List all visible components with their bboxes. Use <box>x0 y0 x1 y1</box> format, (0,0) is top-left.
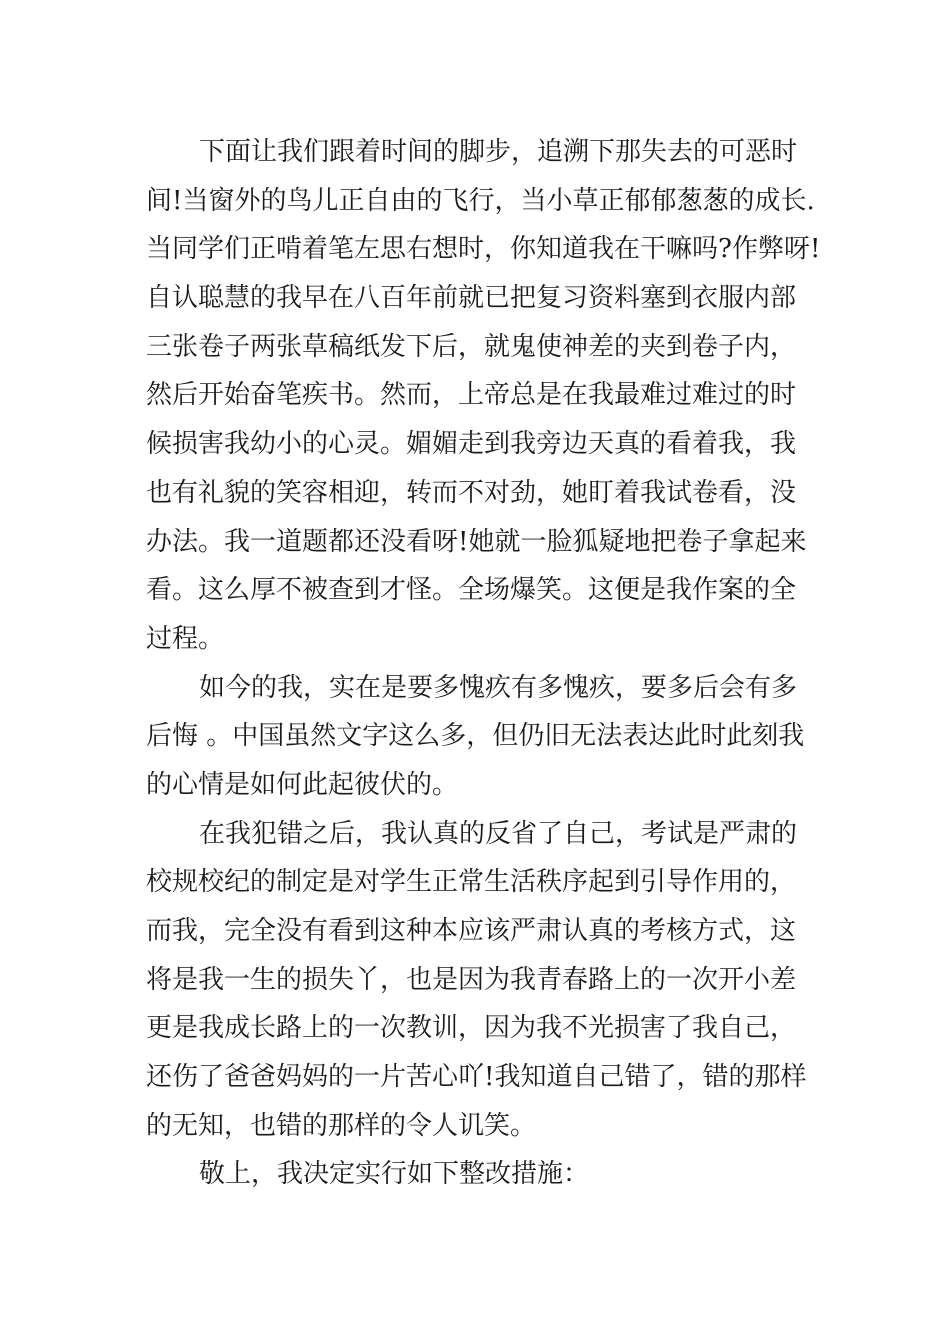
text-line: 将是我一生的损失丫，也是因为我青春路上的一次开小差 <box>146 964 797 995</box>
text-line: 的心情是如何此起彼伏的。 <box>146 769 459 800</box>
text-line: 校规校纪的制定是对学生正常生活秩序起到引导作用的， <box>146 867 797 898</box>
text-line: 三张卷子两张草稿纸发下后，就鬼使神差的夹到卷子内， <box>146 331 797 362</box>
text-line: 然后开始奋笔疾书。然而，上帝总是在我最难过难过的时 <box>146 380 797 411</box>
text-line: 下面让我们跟着时间的脚步，追溯下那失去的可恶时 <box>199 137 798 167</box>
text-line: 如今的我，实在是要多愧疚有多愧疚，要多后会有多 <box>199 672 798 703</box>
text-line: 的无知，也错的那样的令人讥笑。 <box>146 1110 537 1141</box>
text-line: 也有礼貌的笑容相迎，转而不对劲，她盯着我试卷看，没 <box>146 477 797 508</box>
text-line: 候损害我幼小的心灵。媚媚走到我旁边天真的看着我，我 <box>146 429 797 460</box>
text-line: 自认聪慧的我早在八百年前就已把复习资料塞到衣服内部 <box>146 283 797 314</box>
text-line: 还伤了爸爸妈妈的一片苦心吖!我知道自己错了，错的那样 <box>146 1062 807 1093</box>
text-line: 后悔 。中国虽然文字这么多，但仍旧无法表达此时此刻我 <box>146 721 805 752</box>
text-line: 敬上，我决定实行如下整改措施： <box>199 1159 590 1190</box>
text-line: 更是我成长路上的一次教训，因为我不光损害了我自己， <box>146 1013 797 1044</box>
text-line: 在我犯错之后，我认真的反省了自己，考试是严肃的 <box>199 818 798 849</box>
text-line: 间!当窗外的鸟儿正自由的飞行，当小草正郁郁葱葱的成长. <box>146 185 815 216</box>
text-line: 过程。 <box>146 623 225 654</box>
text-line: 当同学们正啃着笔左思右想时，你知道我在干嘛吗?作弊呀! <box>146 234 821 265</box>
body-text <box>146 128 821 1199</box>
text-line: 看。这么厚不被查到才怪。全场爆笑。这便是我作案的全 <box>146 575 797 606</box>
text-line: 办法。我一道题都还没看呀!她就一脸狐疑地把卷子拿起来 <box>146 526 807 557</box>
text-line: 而我，完全没有看到这种本应该严肃认真的考核方式，这 <box>146 916 797 946</box>
